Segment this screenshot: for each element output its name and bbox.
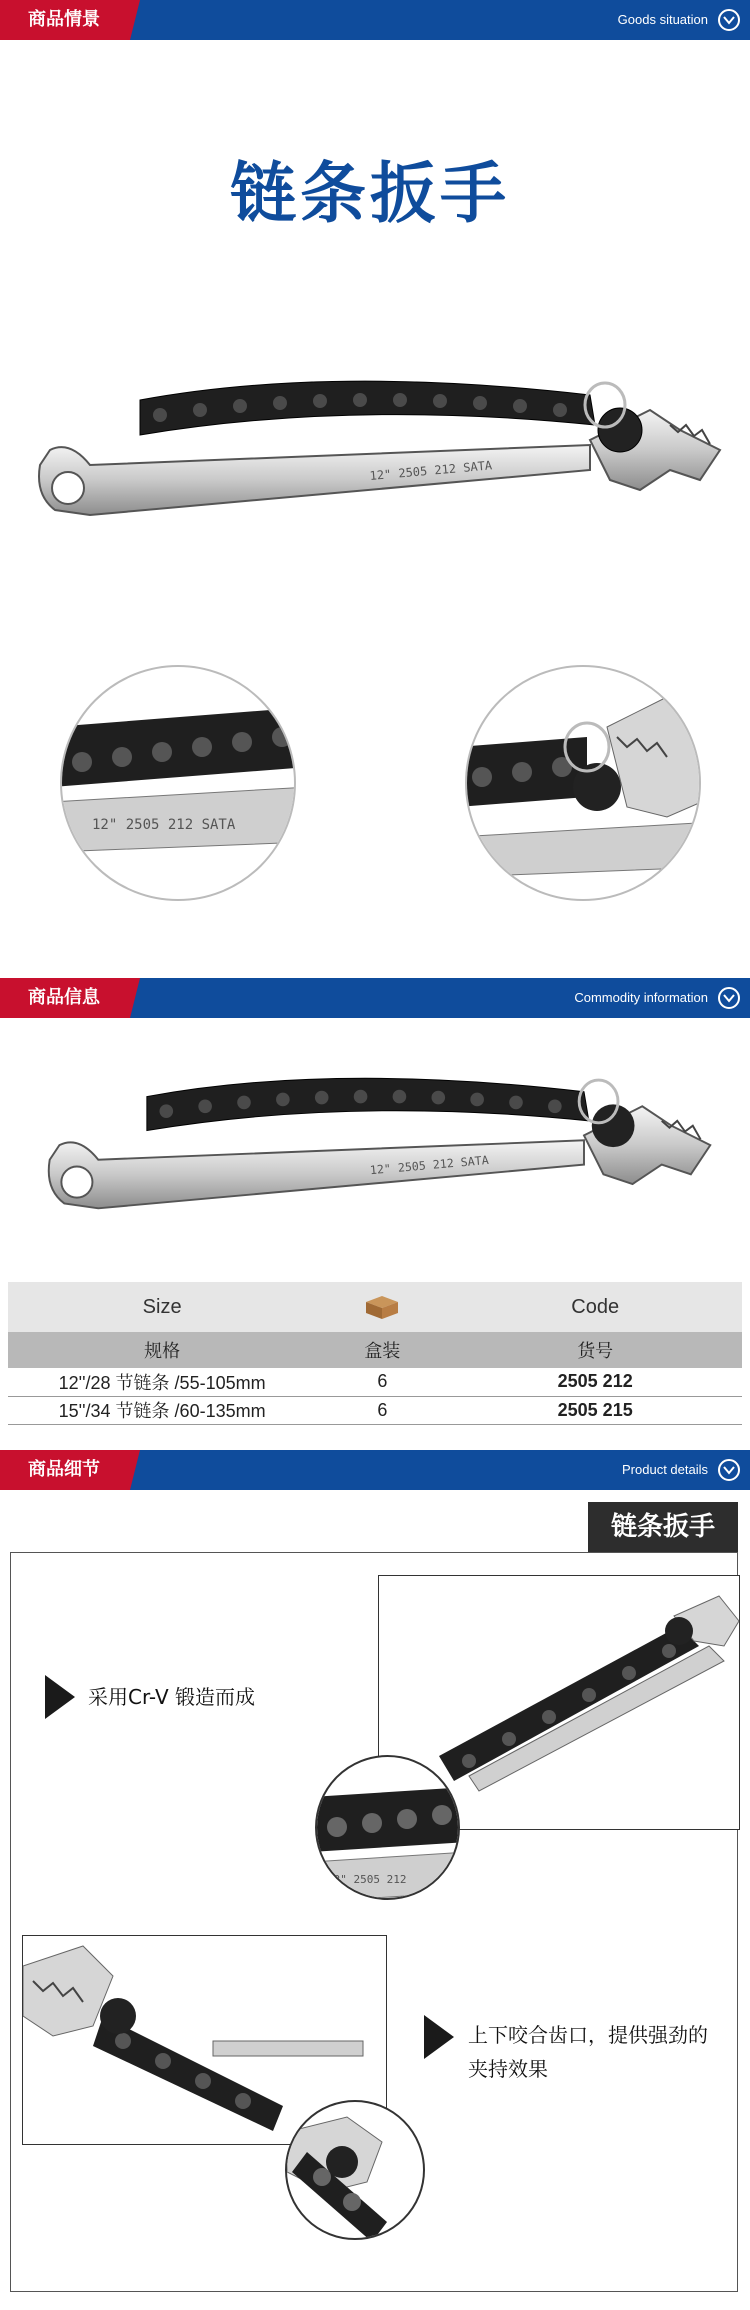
zoom-circle-detail-1 — [315, 1755, 460, 1900]
section-bar-details — [0, 1450, 750, 1490]
header-size: Size — [142, 1295, 182, 1318]
chain-wrench-image-2 — [40, 1065, 720, 1235]
cell-code: 2505 215 — [448, 1396, 742, 1424]
spec-table — [8, 1282, 742, 1425]
header-cn-box: 盒装 — [364, 1341, 401, 1361]
cell-box: 6 — [316, 1396, 448, 1424]
section-bar-goods — [0, 0, 750, 40]
cell-size: 12''/28 节链条 /55-105mm — [8, 1368, 316, 1396]
svg-text:12" 2505 212: 12" 2505 212 — [327, 1873, 407, 1886]
feature-text-2 — [468, 2018, 708, 2086]
play-triangle-icon — [424, 2015, 454, 2059]
zoom-circle-detail-2 — [285, 2100, 425, 2240]
section-tag-details: 商品细节 — [0, 1450, 130, 1490]
zoom-circle-chain — [60, 665, 296, 901]
section-en-details: Product details — [622, 1462, 708, 1477]
table-row — [8, 1368, 742, 1396]
svg-text:12" 2505 212 SATA: 12" 2505 212 SATA — [92, 817, 236, 833]
chevron-down-icon[interactable] — [718, 9, 740, 31]
section-en-info: Commodity information — [574, 990, 708, 1005]
zoom-circle-jaw — [465, 665, 701, 901]
feature-text-2-line2: 夹持效果 — [468, 2057, 548, 2081]
spec-header-cn — [8, 1332, 742, 1368]
chevron-down-icon[interactable] — [718, 987, 740, 1009]
header-code: Code — [571, 1295, 620, 1318]
cell-code: 2505 212 — [448, 1368, 742, 1396]
svg-text:12" 2505 212 SATA: 12" 2505 212 SATA — [369, 458, 493, 483]
chevron-down-icon[interactable] — [718, 1459, 740, 1481]
section-bar-info — [0, 978, 750, 1018]
header-cn-code: 货号 — [577, 1341, 614, 1361]
section-tag-goods: 商品情景 — [0, 0, 130, 40]
chain-wrench-image — [30, 370, 730, 540]
hero-title: 链条扳手 — [230, 155, 510, 232]
cell-size: 15''/34 节链条 /60-135mm — [8, 1396, 316, 1424]
section-en-goods: Goods situation — [617, 12, 708, 27]
feature-text-2-line1: 上下咬合齿口，提供强劲的 — [468, 2023, 708, 2047]
section-tag-info: 商品信息 — [0, 978, 130, 1018]
header-cn-size: 规格 — [144, 1341, 181, 1361]
svg-text:12" 2505 212 SATA: 12" 2505 212 SATA — [369, 1152, 490, 1178]
cell-box: 6 — [316, 1368, 448, 1396]
feature-text-1: 采用Cr-V 锻造而成 — [88, 1685, 255, 1709]
detail-heading: 链条扳手 — [588, 1502, 738, 1552]
play-triangle-icon — [45, 1675, 75, 1719]
table-row — [8, 1396, 742, 1424]
spec-header-en — [8, 1282, 742, 1332]
box-icon — [316, 1282, 448, 1332]
